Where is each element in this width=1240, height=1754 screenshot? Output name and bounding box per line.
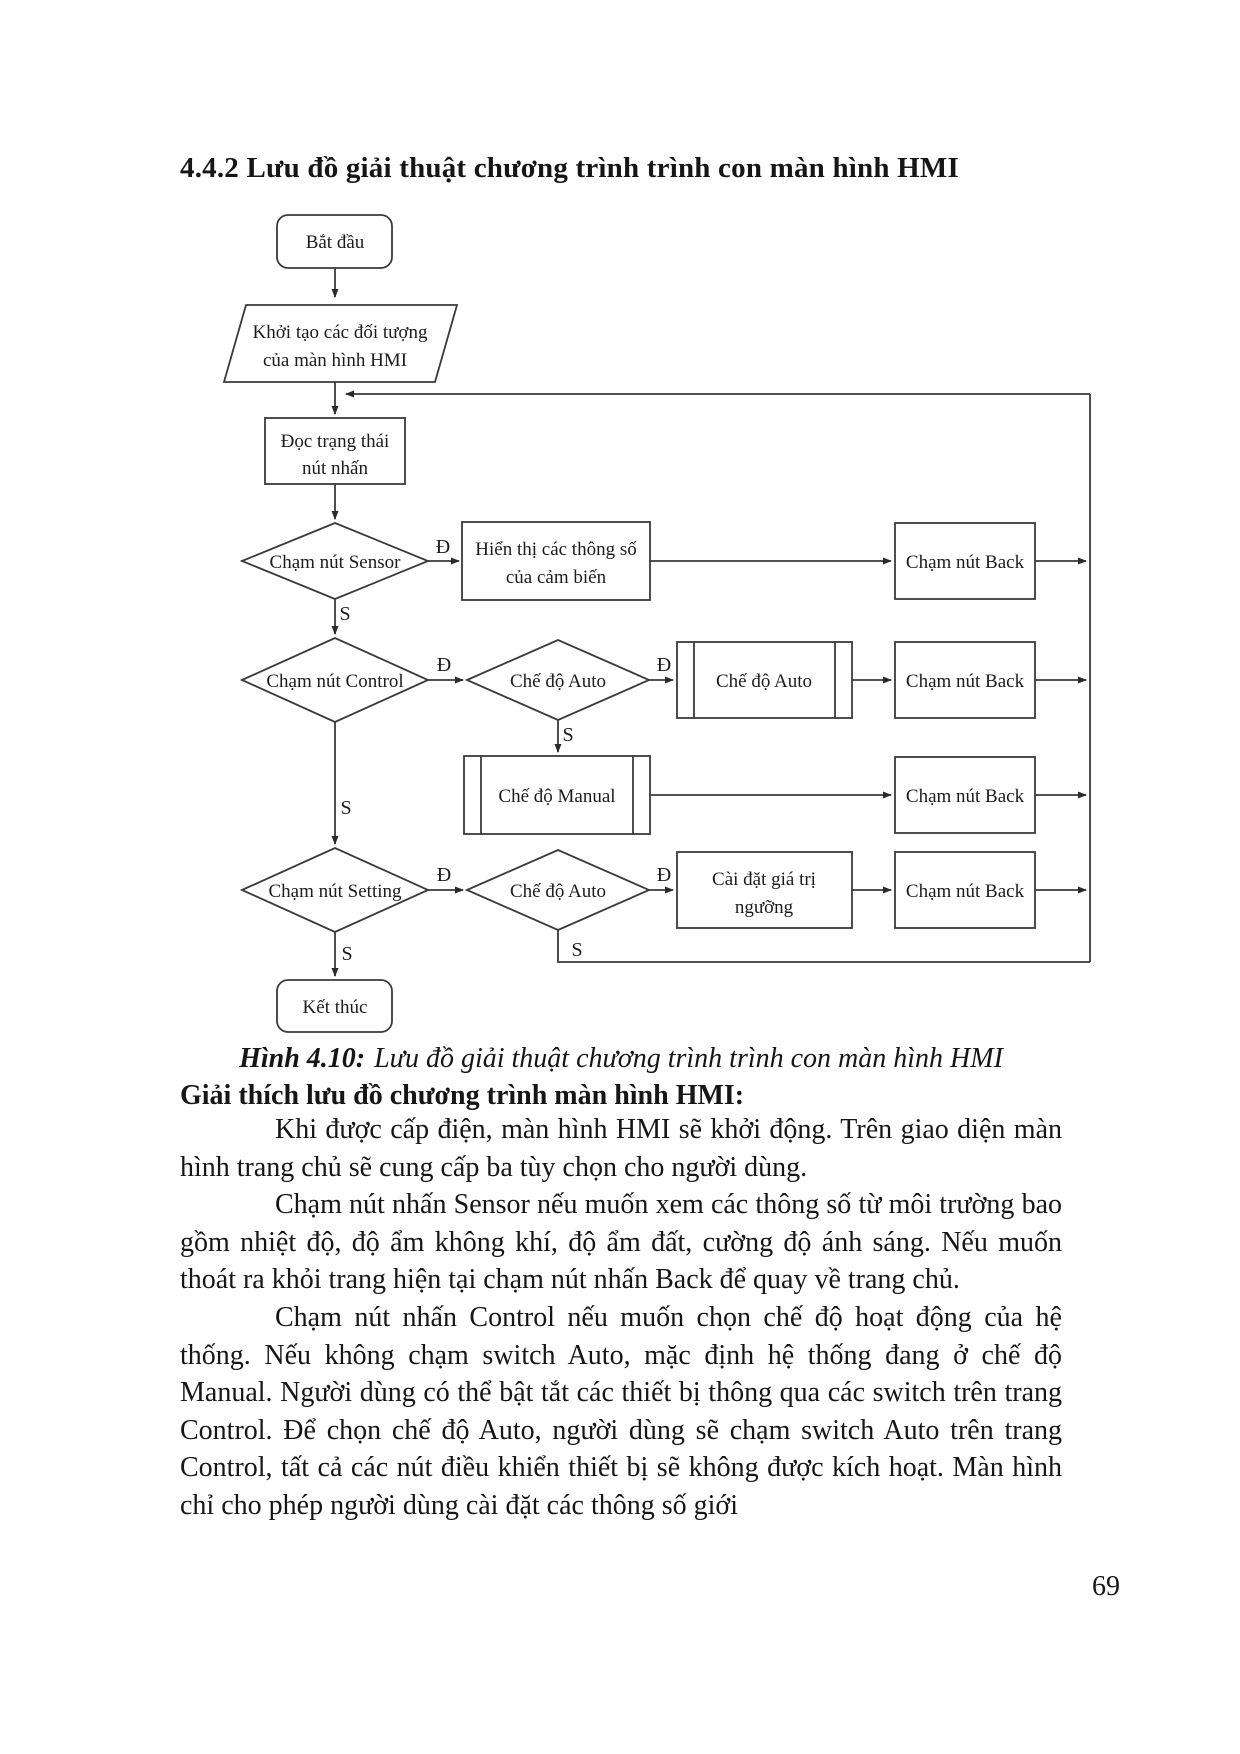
label-init-line1: Khởi tạo các đối tượng xyxy=(252,322,428,343)
branch-yes-control: Đ xyxy=(436,654,452,676)
explanation-heading: Giải thích lưu đồ chương trình màn hình HMI: xyxy=(180,1080,745,1111)
label-start: Bắt đầu xyxy=(305,232,365,253)
label-end: Kết thúc xyxy=(302,997,368,1018)
label-subroutine-manual: Chế độ Manual xyxy=(498,786,616,807)
label-back3: Chạm nút Back xyxy=(905,786,1025,807)
branch-no-setting: S xyxy=(341,943,353,965)
label-read-line1: Đọc trạng thái xyxy=(280,431,390,452)
label-auto-setting: Chế độ Auto xyxy=(509,881,607,902)
label-read-line2: nút nhấn xyxy=(302,458,368,479)
figure-caption xyxy=(180,1042,1062,1076)
figure-caption-text: Lưu đồ giải thuật chương trình trình con màn hình HMI xyxy=(374,1043,1003,1074)
label-sensor: Chạm nút Sensor xyxy=(269,552,401,573)
paragraph-control: Chạm nút nhấn Control nếu muốn chọn chế độ hoạt động của hệ thống. Nếu không chạm switch Auto, mặc định hệ thống đang ở chế độ Manual. Người dùng có thể bật tắt các thiết bị thông qua các switch trên trang Control. Để chọn chế độ Auto, người dùng sẽ chạm switch Auto trên trang Control, tất cả các nút điều khiển thiết bị sẽ không được kích hoạt. Màn hình chỉ cho phép người dùng cài đặt các thông số giới xyxy=(180,1301,1062,1521)
body-text xyxy=(180,1111,1062,1525)
label-control: Chạm nút Control xyxy=(266,671,404,692)
figure-caption-label: Hình 4.10: xyxy=(239,1043,366,1074)
label-display-line1: Hiển thị các thông số xyxy=(475,539,637,560)
branch-no-control: S xyxy=(340,797,352,819)
label-setting: Chạm nút Setting xyxy=(268,881,402,902)
label-set-line2: ngưỡng xyxy=(734,897,794,918)
label-subroutine-auto: Chế độ Auto xyxy=(715,671,813,692)
branch-yes-auto-control: Đ xyxy=(656,654,672,676)
label-display-line2: của cảm biến xyxy=(505,567,607,588)
branch-yes-auto-setting: Đ xyxy=(656,864,672,886)
label-init-line2: của màn hình HMI xyxy=(262,350,408,371)
branch-yes-setting: Đ xyxy=(436,864,452,886)
branch-no-auto-setting: S xyxy=(571,939,583,961)
node-display-params xyxy=(462,522,650,600)
flowchart-figure xyxy=(180,190,1140,1050)
paragraph-sensor: Chạm nút nhấn Sensor nếu muốn xem các thông số từ môi trường bao gồm nhiệt độ, độ ẩm không khí, độ ẩm đất, cường độ ánh sáng. Nếu muốn thoát ra khỏi trang hiện tại chạm nút nhấn Back để quay về trang chủ. xyxy=(180,1189,1062,1296)
branch-no-auto-control: S xyxy=(562,724,574,746)
edge-auto2-no-loop xyxy=(558,930,1090,962)
label-back2: Chạm nút Back xyxy=(905,671,1025,692)
section-heading: 4.4.2 Lưu đồ giải thuật chương trình trình con màn hình HMI xyxy=(180,152,959,184)
label-back4: Chạm nút Back xyxy=(905,881,1025,902)
label-auto-control: Chế độ Auto xyxy=(509,671,607,692)
label-back1: Chạm nút Back xyxy=(905,552,1025,573)
branch-no-sensor: S xyxy=(339,603,351,625)
branch-yes-sensor: Đ xyxy=(435,536,451,558)
flowchart-canvas xyxy=(180,190,1140,1050)
label-set-line1: Cài đặt giá trị xyxy=(712,869,816,890)
paragraph-intro: Khi được cấp điện, màn hình HMI sẽ khởi động. Trên giao diện màn hình trang chủ sẽ cung cấp ba tùy chọn cho người dùng. xyxy=(180,1114,1062,1183)
page-number: 69 xyxy=(1092,1571,1120,1602)
